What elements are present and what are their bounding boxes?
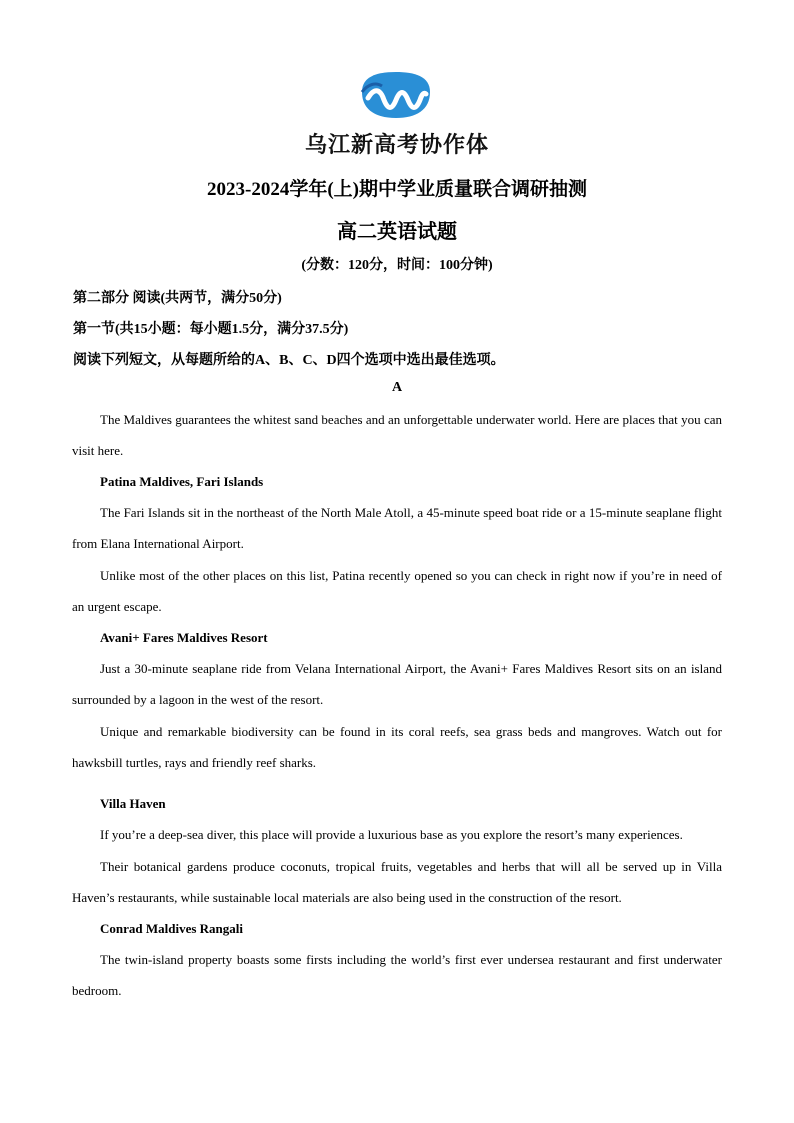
part-heading: 第二部分 阅读(共两节，满分50分)	[73, 291, 282, 306]
heading-villa-haven: Villa Haven	[100, 796, 166, 811]
page-title: 2023-2024学年(上)期中学业质量联合调研抽测	[207, 179, 587, 200]
paragraph-conrad: The twin-island property boasts some firsts including the world’s first ever undersea restaurant and first underwater bedroom.	[72, 952, 722, 998]
paragraph-villa-diver: If you’re a deep-sea diver, this place will provide a luxurious base as you explore the resort’s many experiences.	[100, 827, 683, 842]
paragraph-villa-gardens: Their botanical gardens produce coconuts, tropical fruits, vegetables and herbs that will all be served up in Villa Haven’s restaurants, while sustainable local materials are also being used in the construction of the resort.	[72, 859, 722, 905]
score-time-line: (分数：120分，时间：100分钟)	[301, 258, 493, 273]
paragraph-avani-location: Just a 30-minute seaplane ride from Velana International Airport, the Avani+ Fares Maldives Resort sits on an island surrounded by a lagoon in the west of the resort.	[72, 661, 722, 707]
paragraph-patina-opening: Unlike most of the other places on this list, Patina recently opened so you can check in right now if you’re in need of an urgent escape.	[72, 568, 722, 614]
heading-conrad: Conrad Maldives Rangali	[100, 921, 244, 936]
heading-avani: Avani+ Fares Maldives Resort	[100, 630, 268, 645]
directions-text: 阅读下列短文，从每题所给的A、B、C、D四个选项中选出最佳选项。	[73, 353, 505, 368]
section-heading: 第一节(共15小题：每小题1.5分，满分37.5分)	[73, 322, 349, 337]
page-subtitle: 高二英语试题	[337, 221, 457, 243]
heading-patina: Patina Maldives, Fari Islands	[100, 474, 264, 489]
passage-letter: A	[391, 380, 403, 395]
paragraph-avani-biodiversity: Unique and remarkable biodiversity can be found in its coral reefs, sea grass beds and mangroves. Watch out for hawksbill turtles, rays and friendly reef sharks.	[72, 724, 722, 770]
passage-intro: The Maldives guarantees the whitest sand beaches and an unforgettable underwater world. Here are places that you can visit here.	[72, 412, 722, 458]
paragraph-patina-location: The Fari Islands sit in the northeast of the North Male Atoll, a 45-minute speed boat ride or a 15-minute seaplane flight from Elana International Airport.	[72, 505, 722, 551]
logo-text: 乌江新高考协作体	[304, 133, 489, 158]
wave-logo-icon	[358, 70, 434, 120]
